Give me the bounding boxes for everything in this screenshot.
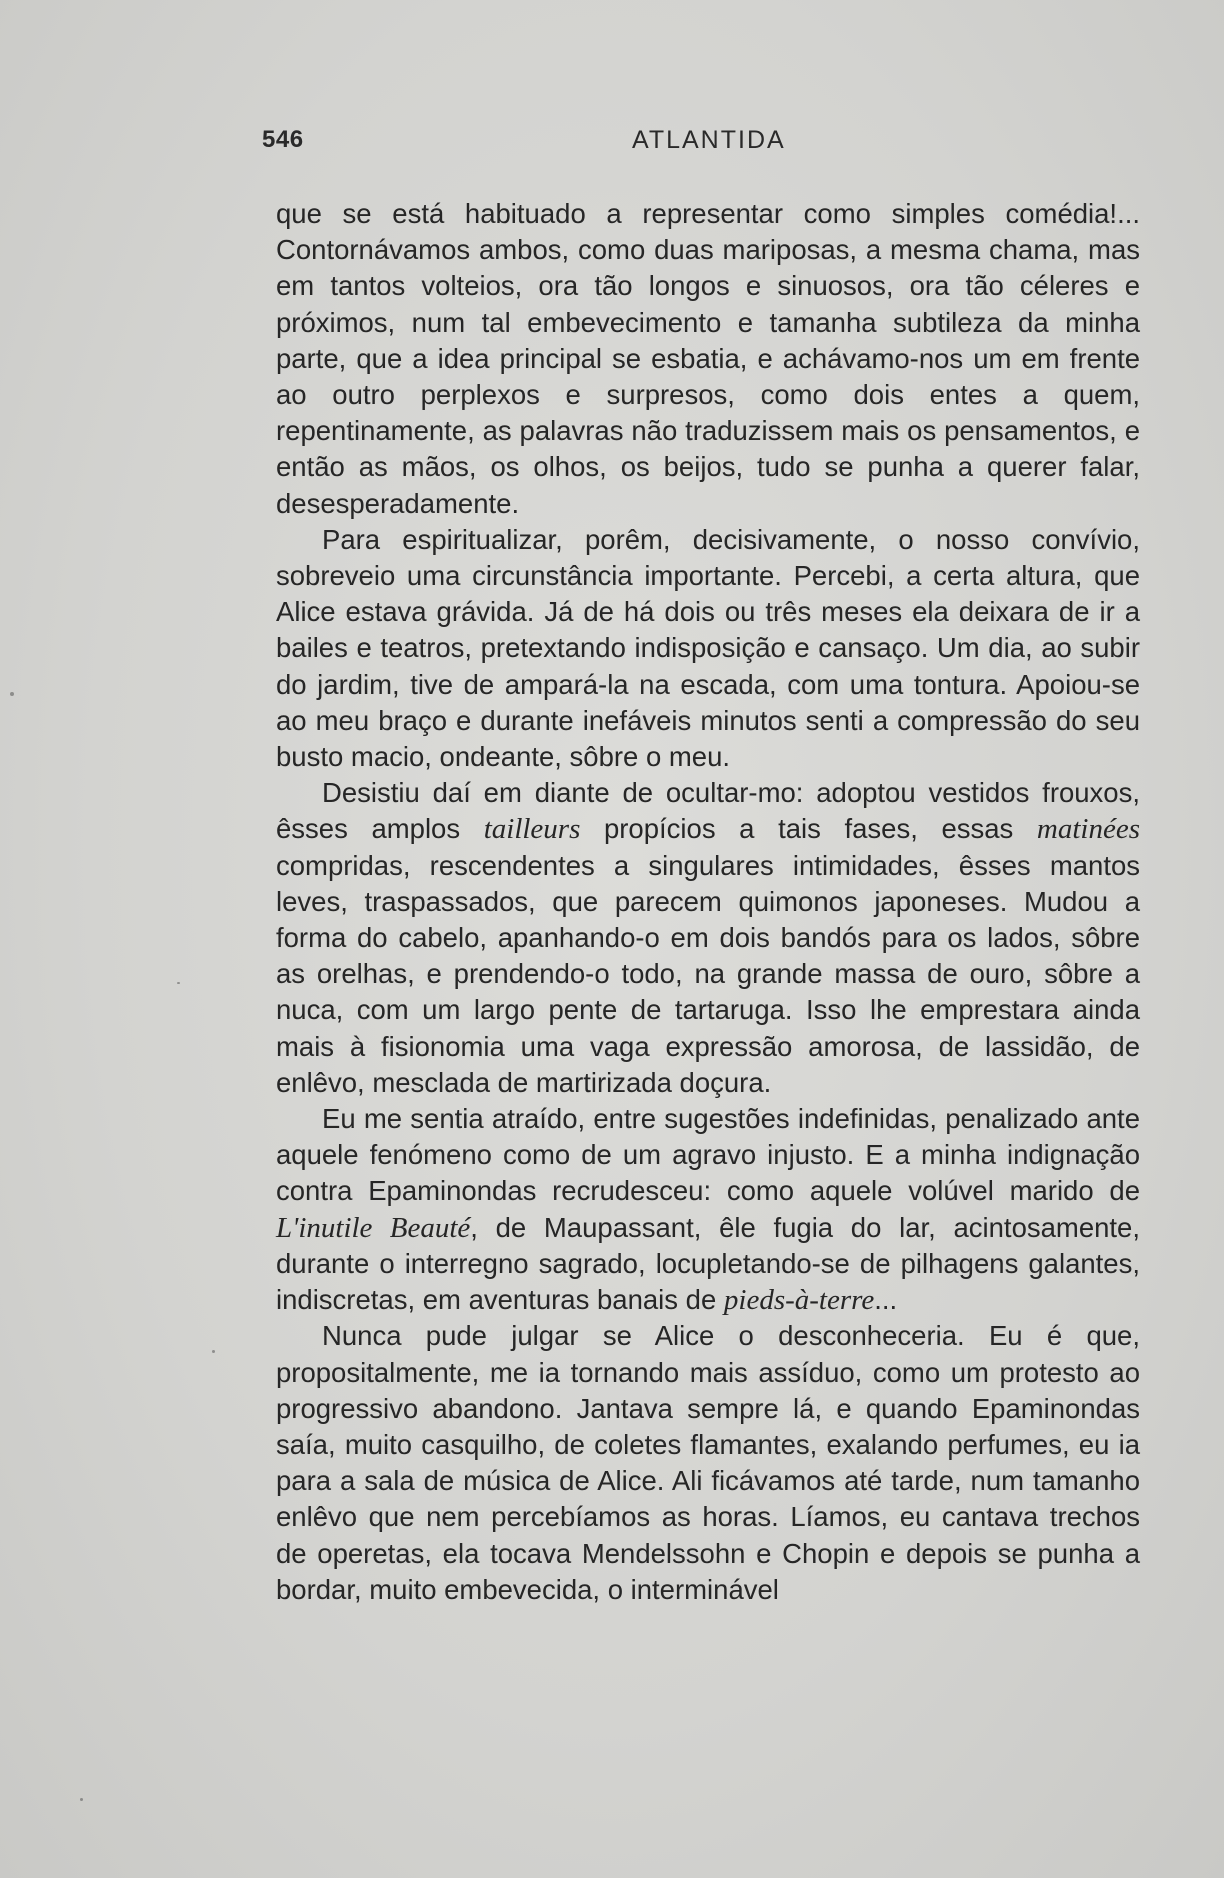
text-run: propícios a tais fases, essas bbox=[580, 813, 1037, 845]
text-run: compridas, rescendentes a singulares intimidades, êsses mantos leves, traspassados, que parecem quimonos japoneses. Mudou a forma do cabelo, apanhando-o em dois bandós para os lados, sôbre as orelhas, e prendendo-o todo, na grande massa de ouro, sôbre a nuca, com um largo pente de tartaruga. Isso lhe emprestara ainda mais à fisionomia uma vaga expressão amorosa, de lassidão, de enlêvo, mesclada de martirizada doçura. bbox=[276, 849, 1140, 1098]
paragraph-3 bbox=[276, 775, 1140, 1101]
italic-term: pieds-à-terre bbox=[723, 1284, 875, 1317]
text-run: Para espiritualizar, porêm, decisivamente, o nosso convívio, sobreveio uma circunstância importante. Percebi, a certa altura, que Alice estava grávida. Já de há dois ou três meses ela deixara de ir a bailes e teatros, pretextando indisposição e cansaço. Um dia, ao subir do jardim, tive de ampará-la na escada, com uma tontura. Apoiou-se ao meu braço e durante inefáveis minutos senti a compressão do seu busto macio, ondeante, sôbre o meu. bbox=[276, 523, 1140, 773]
text-run: ... bbox=[874, 1284, 898, 1316]
italic-term: L'inutile Beauté bbox=[276, 1211, 471, 1244]
paper-speck bbox=[80, 1798, 83, 1801]
text-run: que se está habituado a representar como simples comédia!... Contornávamos ambos, como duas mariposas, a mesma chama, mas em tantos volteios, ora tão longos e sinuosos, ora tão céleres e próximos, num tal embevecimento e tamanha subtileza da minha parte, que a idea principal se esbatia, e achávamo-nos um em frente ao outro perplexos e surpresos, como dois entes a quem, repentinamente, as palavras não traduzissem mais os pensamentos, e então as mãos, os olhos, os beijos, tudo se punha a querer falar, desesperadamente. bbox=[276, 198, 1140, 519]
text-run: , de Maupassant, êle fugia do lar, acintosamente, durante o interregno sagrado, locupletando-se de pilhagens galantes, indiscretas, em aventuras banais de bbox=[276, 1211, 1140, 1316]
body-text bbox=[276, 196, 1140, 1608]
page-header bbox=[262, 126, 792, 160]
page-number: 546 bbox=[262, 126, 304, 153]
text-run: Nunca pude julgar se Alice o desconheceria. Eu é que, propositalmente, me ia tornando mais assíduo, como um protesto ao progressivo abandono. Jantava sempre lá, e quando Epaminondas saía, muito casquilho, de coletes flamantes, exalando perfumes, eu ia para a sala de música de Alice. Ali ficávamos até tarde, num tamanho enlêvo que nem percebíamos as horas. Líamos, eu cantava trechos de operetas, ela tocava Mendelssohn e Chopin e depois se punha a bordar, muito embevecida, o interminável bbox=[276, 1320, 1140, 1605]
paper-speck bbox=[212, 1350, 215, 1353]
running-title: ATLANTIDA bbox=[632, 126, 786, 154]
italic-term: matinées bbox=[1036, 813, 1140, 846]
paragraph-4 bbox=[276, 1101, 1140, 1318]
text-run: Desistiu daí em diante de ocultar-mo: adoptou vestidos frouxos, êsses amplos bbox=[276, 777, 1140, 845]
text-run: Eu me sentia atraído, entre sugestões indefinidas, penalizado ante aquele fenómeno como de um agravo injusto. E a minha indignação contra Epaminondas recrudesceu: como aquele volúvel marido de bbox=[276, 1103, 1140, 1207]
paper-speck bbox=[10, 692, 14, 696]
italic-term: tailleurs bbox=[483, 813, 581, 846]
paragraph-2 bbox=[276, 522, 1140, 775]
paragraph-5 bbox=[276, 1318, 1140, 1608]
paragraph-1 bbox=[276, 196, 1140, 522]
paper-speck bbox=[177, 982, 180, 984]
